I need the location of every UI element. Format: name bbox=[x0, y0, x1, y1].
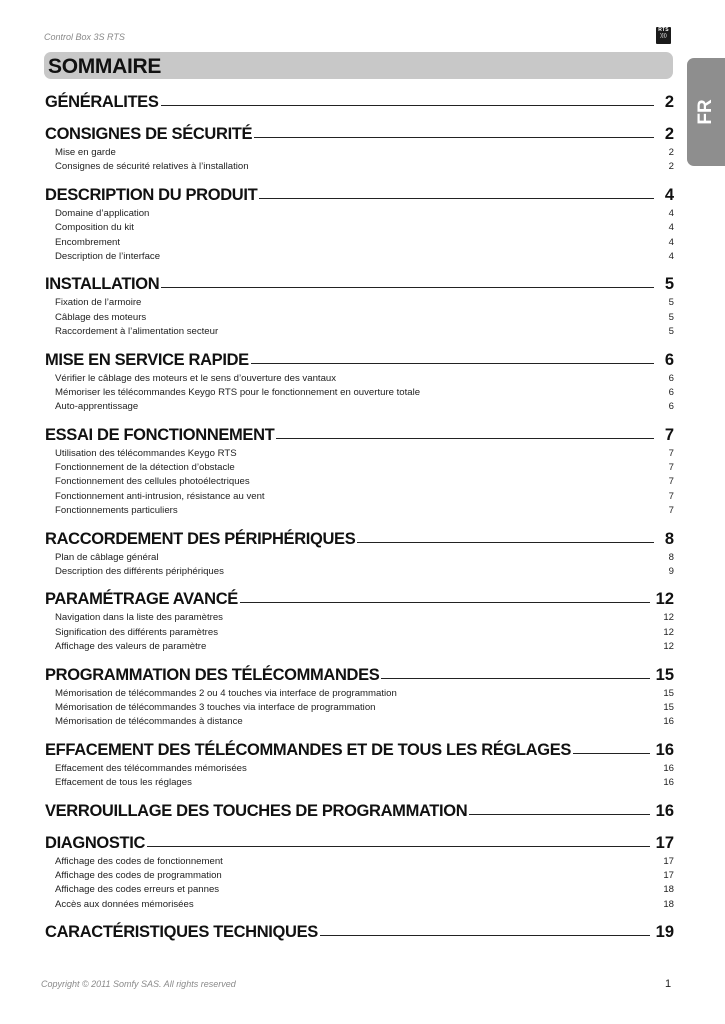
toc-leader-line bbox=[161, 287, 654, 288]
toc-section bbox=[45, 90, 674, 114]
toc-subitem-label: Utilisation des télécommandes Keygo RTS bbox=[55, 447, 237, 459]
toc-section-heading[interactable] bbox=[45, 527, 674, 551]
toc-section-heading[interactable] bbox=[45, 90, 674, 114]
toc-subitem-page: 6 bbox=[668, 401, 674, 413]
toc-leader-line bbox=[320, 935, 650, 936]
toc-subitem[interactable] bbox=[45, 687, 674, 701]
toc-section-heading[interactable] bbox=[45, 348, 674, 372]
toc-subitem[interactable] bbox=[45, 640, 674, 654]
toc-section-title: VERROUILLAGE DES TOUCHES DE PROGRAMMATION bbox=[45, 801, 468, 820]
section-gap bbox=[45, 730, 674, 738]
page-header-product: Control Box 3S RTS bbox=[44, 32, 125, 42]
toc-section-page: 17 bbox=[655, 833, 674, 852]
toc-subitem-page: 4 bbox=[668, 250, 674, 262]
toc-section-page: 2 bbox=[664, 93, 674, 111]
toc-section-heading[interactable] bbox=[45, 587, 674, 611]
toc-leader-line bbox=[254, 137, 654, 138]
toc-section bbox=[45, 527, 674, 580]
toc-section-heading[interactable] bbox=[45, 920, 674, 944]
toc-leader-line bbox=[147, 846, 650, 847]
toc-subitem[interactable] bbox=[45, 221, 674, 235]
toc-subitem-page: 18 bbox=[663, 898, 674, 910]
toc-subitem-page: 15 bbox=[663, 701, 674, 713]
toc-subitem[interactable] bbox=[45, 565, 674, 579]
toc-subitem[interactable] bbox=[45, 475, 674, 489]
toc-subitem-page: 7 bbox=[668, 476, 674, 488]
toc-section-heading[interactable] bbox=[45, 183, 674, 207]
toc-leader-line bbox=[276, 438, 654, 439]
toc-section-page: 6 bbox=[664, 350, 674, 369]
toc-subitem-page: 9 bbox=[668, 566, 674, 578]
rts-waves-icon: )))) bbox=[660, 33, 667, 39]
rts-logo-text: RTS bbox=[658, 27, 669, 33]
section-gap bbox=[45, 175, 674, 183]
toc-subitem-label: Mémoriser les télécommandes Keygo RTS pour le fonctionnement en ouverture totale bbox=[55, 386, 421, 398]
toc-subitem-label: Fixation de l’armoire bbox=[55, 297, 142, 309]
section-gap bbox=[45, 579, 674, 587]
toc-subitem-label: Consignes de sécurité relatives à l’installation bbox=[55, 161, 249, 173]
toc-subitem-page: 7 bbox=[668, 462, 674, 474]
toc-section-heading[interactable] bbox=[45, 423, 674, 447]
section-gap bbox=[45, 415, 674, 423]
toc-subitem[interactable] bbox=[45, 504, 674, 518]
footer-page-number: 1 bbox=[665, 978, 672, 990]
toc-section bbox=[45, 122, 674, 175]
toc-subitem[interactable] bbox=[45, 701, 674, 715]
toc-section-title: PARAMÉTRAGE AVANCÉ bbox=[45, 590, 238, 609]
toc-subitem-label: Description de l’interface bbox=[55, 250, 161, 262]
section-gap bbox=[45, 912, 674, 920]
toc-subitem-page: 7 bbox=[668, 490, 674, 502]
page-title: SOMMAIRE bbox=[48, 55, 162, 78]
toc-section bbox=[45, 348, 674, 415]
toc-subitem-label: Mise en garde bbox=[55, 147, 116, 158]
toc-section-title: PROGRAMMATION DES TÉLÉCOMMANDES bbox=[45, 665, 380, 684]
toc-section bbox=[45, 663, 674, 730]
toc-subitem[interactable] bbox=[45, 146, 674, 160]
toc-subitem-page: 12 bbox=[663, 641, 674, 653]
toc-subitem-label: Affichage des codes erreurs et pannes bbox=[55, 884, 220, 896]
toc-subitem-label: Affichage des valeurs de paramètre bbox=[55, 641, 207, 653]
toc-section-title: INSTALLATION bbox=[45, 275, 160, 294]
toc-subitem-page: 12 bbox=[663, 626, 674, 638]
toc-subitem-page: 4 bbox=[668, 207, 674, 219]
toc-leader-line bbox=[469, 814, 649, 815]
section-gap bbox=[45, 264, 674, 272]
toc-subitem-page: 17 bbox=[663, 855, 674, 867]
toc-section bbox=[45, 587, 674, 654]
toc-subitem-page: 5 bbox=[668, 311, 674, 323]
language-tab bbox=[687, 58, 725, 166]
toc-subitem[interactable] bbox=[45, 855, 674, 869]
section-gap bbox=[45, 791, 674, 799]
toc-subitem[interactable] bbox=[45, 715, 674, 729]
toc-leader-line bbox=[251, 363, 654, 364]
toc-subitem-label: Affichage des codes de programmation bbox=[55, 869, 222, 881]
toc-section-heading[interactable] bbox=[45, 663, 674, 687]
title-bar bbox=[44, 52, 673, 79]
toc-section bbox=[45, 738, 674, 791]
toc-subitem[interactable] bbox=[45, 250, 674, 264]
toc-section-page: 5 bbox=[664, 275, 674, 294]
toc-subitem[interactable] bbox=[45, 325, 674, 339]
toc-subitem[interactable] bbox=[45, 762, 674, 776]
toc-subitem-label: Effacement des télécommandes mémorisées bbox=[55, 762, 247, 774]
toc-section-title: RACCORDEMENT DES PÉRIPHÉRIQUES bbox=[45, 529, 356, 548]
toc-subitem-page: 2 bbox=[668, 147, 674, 158]
toc-subitem[interactable] bbox=[45, 776, 674, 790]
toc-section-title: CARACTÉRISTIQUES TECHNIQUES bbox=[45, 923, 318, 942]
toc-subitem-page: 8 bbox=[668, 551, 674, 563]
toc-subitem-label: Effacement de tous les réglages bbox=[55, 777, 192, 789]
toc-section bbox=[45, 920, 674, 944]
toc-subitem[interactable] bbox=[45, 311, 674, 325]
toc-leader-line bbox=[161, 105, 655, 106]
section-gap bbox=[45, 114, 674, 122]
toc-subitem[interactable] bbox=[45, 626, 674, 640]
toc-subitem[interactable] bbox=[45, 400, 674, 414]
toc-subitem-page: 4 bbox=[668, 236, 674, 248]
toc-subitem[interactable] bbox=[45, 236, 674, 250]
toc-subitem[interactable] bbox=[45, 447, 674, 461]
toc-subitem-page: 2 bbox=[668, 161, 674, 173]
toc-section-page: 16 bbox=[655, 740, 674, 759]
toc-subitem-page: 17 bbox=[663, 869, 674, 881]
toc-subitem-label: Mémorisation de télécommandes 3 touches via interface de programmation bbox=[55, 701, 376, 713]
toc-section-title: CONSIGNES DE SÉCURITÉ bbox=[45, 125, 253, 143]
language-tab-label: FR bbox=[695, 99, 716, 125]
toc-subitem-page: 4 bbox=[668, 222, 674, 234]
toc-subitem-label: Plan de câblage général bbox=[55, 551, 159, 563]
toc-section-page: 7 bbox=[664, 425, 674, 444]
toc-section-title: MISE EN SERVICE RAPIDE bbox=[45, 350, 249, 369]
toc-section-page: 16 bbox=[655, 801, 674, 820]
toc-subitem-page: 5 bbox=[668, 326, 674, 338]
toc-section-heading[interactable] bbox=[45, 799, 674, 823]
toc-subitem-label: Fonctionnement anti-intrusion, résistance au vent bbox=[55, 490, 265, 502]
toc-section bbox=[45, 799, 674, 823]
toc-section-title: DESCRIPTION DU PRODUIT bbox=[45, 185, 258, 204]
rts-logo bbox=[656, 27, 671, 44]
toc-subitem-label: Navigation dans la liste des paramètres bbox=[55, 612, 223, 624]
toc-section-title: GÉNÉRALITES bbox=[45, 93, 159, 111]
toc-subitem-page: 6 bbox=[668, 386, 674, 398]
toc-leader-line bbox=[573, 753, 650, 754]
toc-subitem-page: 15 bbox=[663, 687, 674, 699]
toc-section bbox=[45, 272, 674, 339]
toc-subitem-page: 6 bbox=[668, 372, 674, 384]
toc-section-title: EFFACEMENT DES TÉLÉCOMMANDES ET DE TOUS LES RÉGLAGES bbox=[45, 740, 572, 759]
toc-subitem[interactable] bbox=[45, 869, 674, 883]
toc-subitem[interactable] bbox=[45, 160, 674, 174]
toc-section-page: 2 bbox=[664, 125, 674, 143]
section-gap bbox=[45, 655, 674, 663]
toc-subitem-label: Description des différents périphériques bbox=[55, 566, 224, 578]
toc-section bbox=[45, 423, 674, 519]
toc-section-page: 8 bbox=[664, 529, 674, 548]
toc-subitem-label: Câblage des moteurs bbox=[55, 311, 147, 323]
toc-subitem-label: Fonctionnement de la détection d’obstacle bbox=[55, 462, 235, 474]
toc-subitem-label: Mémorisation de télécommandes 2 ou 4 touches via interface de programmation bbox=[55, 687, 397, 699]
toc-section-page: 4 bbox=[664, 185, 674, 204]
toc-leader-line bbox=[381, 678, 649, 679]
toc-section-heading[interactable] bbox=[45, 272, 674, 296]
toc-subitem-page: 18 bbox=[663, 884, 674, 896]
toc-leader-line bbox=[240, 602, 650, 603]
toc-section-heading[interactable] bbox=[45, 738, 674, 762]
toc-subitem[interactable] bbox=[45, 551, 674, 565]
toc-subitem-page: 16 bbox=[663, 716, 674, 728]
toc-subitem[interactable] bbox=[45, 207, 674, 221]
toc-subitem-page: 16 bbox=[663, 777, 674, 789]
toc-section-page: 15 bbox=[655, 665, 674, 684]
toc-subitem[interactable] bbox=[45, 296, 674, 310]
toc-subitem[interactable] bbox=[45, 490, 674, 504]
toc-subitem[interactable] bbox=[45, 461, 674, 475]
section-gap bbox=[45, 519, 674, 527]
toc-subitem-label: Auto-apprentissage bbox=[55, 401, 139, 413]
toc-subitem-label: Vérifier le câblage des moteurs et le sens d’ouverture des vantaux bbox=[55, 372, 337, 384]
toc-section bbox=[45, 831, 674, 913]
toc-section-heading[interactable] bbox=[45, 831, 674, 855]
toc-subitem-label: Signification des différents paramètres bbox=[55, 626, 219, 638]
toc-subitem[interactable] bbox=[45, 611, 674, 625]
section-gap bbox=[45, 340, 674, 348]
toc-subitem-label: Fonctionnements particuliers bbox=[55, 505, 178, 517]
toc-section-page: 12 bbox=[655, 590, 674, 609]
toc-subitem-label: Domaine d’application bbox=[55, 207, 150, 219]
toc-subitem-page: 7 bbox=[668, 505, 674, 517]
toc-subitem-label: Encombrement bbox=[55, 236, 121, 248]
toc-subitem-page: 5 bbox=[668, 297, 674, 309]
toc-section-heading[interactable] bbox=[45, 122, 674, 146]
toc-section-title: ESSAI DE FONCTIONNEMENT bbox=[45, 425, 275, 444]
toc-subitem[interactable] bbox=[45, 372, 674, 386]
toc-subitem-page: 7 bbox=[668, 447, 674, 459]
footer-copyright: Copyright © 2011 Somfy SAS. All rights reserved bbox=[41, 979, 236, 989]
toc-subitem-label: Fonctionnement des cellules photoélectriques bbox=[55, 476, 250, 488]
toc-subitem-label: Affichage des codes de fonctionnement bbox=[55, 855, 223, 867]
toc-subitem-page: 12 bbox=[663, 612, 674, 624]
toc-subitem-label: Mémorisation de télécommandes à distance bbox=[55, 716, 243, 728]
toc-section-title: DIAGNOSTIC bbox=[45, 833, 146, 852]
toc-leader-line bbox=[357, 542, 654, 543]
toc-subitem[interactable] bbox=[45, 898, 674, 912]
toc-subitem[interactable] bbox=[45, 386, 674, 400]
toc-leader-line bbox=[259, 198, 654, 199]
table-of-contents bbox=[45, 90, 674, 944]
toc-subitem-page: 16 bbox=[663, 762, 674, 774]
toc-section-page: 19 bbox=[655, 923, 674, 942]
toc-subitem[interactable] bbox=[45, 883, 674, 897]
toc-subitem-label: Raccordement à l’alimentation secteur bbox=[55, 326, 219, 338]
section-gap bbox=[45, 823, 674, 831]
toc-subitem-label: Accès aux données mémorisées bbox=[55, 898, 194, 910]
toc-subitem-label: Composition du kit bbox=[55, 222, 134, 234]
toc-section bbox=[45, 183, 674, 265]
